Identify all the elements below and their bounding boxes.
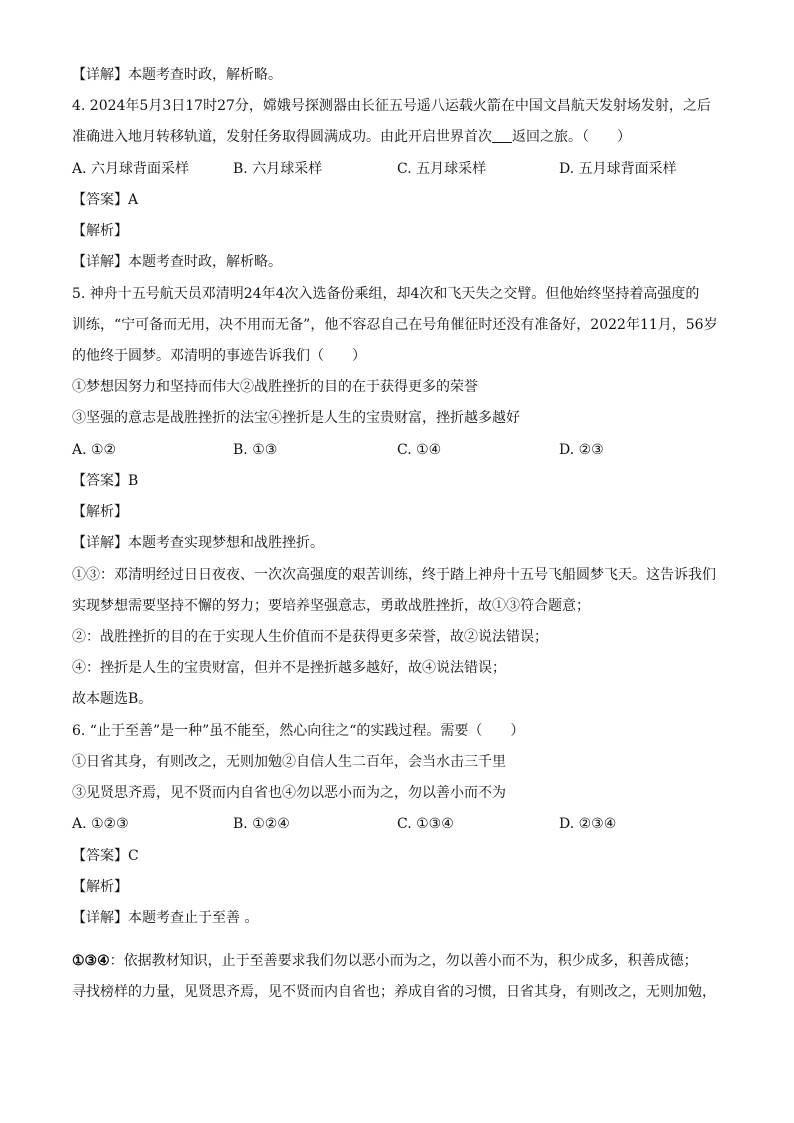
q6-explanation-1 bbox=[72, 951, 722, 971]
q6-analysis-heading: 【解析】 bbox=[72, 879, 128, 895]
q3-explanation: 【详解】本题考查时政，解析略。 bbox=[72, 67, 282, 83]
q4-option-a: A. 六月球背面采样 bbox=[72, 161, 190, 177]
q6-option-d: D. ②③④ bbox=[559, 816, 617, 832]
q6-explanation-1-text: ：依据教材知识，止于至善要求我们勿以恶小而为之，勿以善小而不为，积少成多，积善成德； bbox=[109, 953, 698, 969]
q5-option-a: A. ①② bbox=[72, 442, 117, 458]
q5-explanation-4: ④：挫折是人生的宝贵财富，但并不是挫折越多越好，故④说法错误； bbox=[72, 660, 506, 676]
q6-stem: 6. “止于至善”是一种”虽不能至，然心向往之“的实践过程。需要（ ） bbox=[72, 723, 525, 739]
q4-option-d: D. 五月球背面采样 bbox=[559, 161, 677, 177]
q6-option-c: C. ①③④ bbox=[397, 816, 454, 832]
q4-stem-line1: 4. 2024年5月3日17时27分，嫦娥号探测器由长征五号遥八运载火箭在中国文昌航天发射场发射，之后 bbox=[72, 98, 711, 114]
q5-option-d: D. ②③ bbox=[559, 442, 604, 458]
q5-explanation-2: 实现梦想需要坚持不懈的努力；要培养坚强意志，勇敢战胜挫折，故①③符合题意； bbox=[72, 598, 590, 614]
q6-statements-1: ①日省其身，有则改之，无则加勉②自信人生二百年，会当水击三千里 bbox=[72, 754, 506, 770]
q4-options bbox=[72, 159, 722, 179]
q5-explanation-intro: 【详解】本题考查实现梦想和战胜挫折。 bbox=[72, 535, 324, 551]
q6-options bbox=[72, 814, 722, 834]
q4-analysis-heading: 【解析】 bbox=[72, 223, 128, 239]
q4-explanation: 【详解】本题考查时政，解析略。 bbox=[72, 254, 282, 270]
q5-explanation-1: ①③：邓清明经过日日夜夜、一次次高强度的艰苦训练，终于踏上神舟十五号飞船圆梦飞天。这告诉我们 bbox=[72, 567, 716, 583]
q4-stem-line2 bbox=[72, 127, 722, 147]
q5-stem-line1: 5. 神舟十五号航天员邓清明24年4次入选备份乘组，却4次和飞天失之交臂。但他始终坚持着高强度的 bbox=[72, 286, 700, 302]
q4-answer-blank bbox=[492, 128, 512, 143]
q6-option-b: B. ①②④ bbox=[233, 816, 290, 832]
q6-explanation-2: 寻找榜样的力量，见贤思齐焉，见不贤而内自省也；养成自省的习惯，日省其身，有则改之，无则加勉， bbox=[72, 984, 716, 1000]
q5-statements-2: ③坚强的意志是战胜挫折的法宝④挫折是人生的宝贵财富，挫折越多越好 bbox=[72, 410, 520, 426]
q6-explanation-markers: ①③④ bbox=[72, 953, 110, 969]
q4-answer: 【答案】A bbox=[72, 192, 139, 208]
q5-option-b: B. ①③ bbox=[233, 442, 278, 458]
q6-explanation-intro: 【详解】本题考查止于至善 。 bbox=[72, 910, 259, 926]
q5-stem-line2: 训练，“宁可备而无用，决不用而无备”，他不容忍自己在号角催征时还没有准备好，2022年11月，56岁 bbox=[72, 317, 718, 333]
q5-statements-1: ①梦想因努力和坚持而伟大②战胜挫折的目的在于获得更多的荣誉 bbox=[72, 379, 478, 395]
q5-analysis-heading: 【解析】 bbox=[72, 504, 128, 520]
q4-stem-part1: 准确进入地月转移轨道，发射任务取得圆满成功。由此开启世界首次 bbox=[72, 129, 492, 145]
q5-answer: 【答案】B bbox=[72, 473, 139, 489]
q6-statements-2: ③见贤思齐焉，见不贤而内自省也④勿以恶小而为之，勿以善小而不为 bbox=[72, 785, 506, 801]
q6-option-a: A. ①②③ bbox=[72, 816, 129, 832]
q4-option-b: B. 六月球采样 bbox=[233, 161, 323, 177]
q4-option-c: C. 五月球采样 bbox=[397, 161, 487, 177]
q5-explanation-3: ②：战胜挫折的目的在于实现人生价值而不是获得更多荣誉，故②说法错误； bbox=[72, 629, 548, 645]
q4-stem-part2: 返回之旅。（ ） bbox=[512, 129, 631, 145]
q5-conclusion: 故本题选B。 bbox=[72, 691, 153, 707]
q6-answer: 【答案】C bbox=[72, 848, 139, 864]
q5-options bbox=[72, 440, 722, 460]
q5-stem-line3: 的他终于圆梦。邓清明的事迹告诉我们（ ） bbox=[72, 348, 366, 364]
q5-option-c: C. ①④ bbox=[397, 442, 442, 458]
